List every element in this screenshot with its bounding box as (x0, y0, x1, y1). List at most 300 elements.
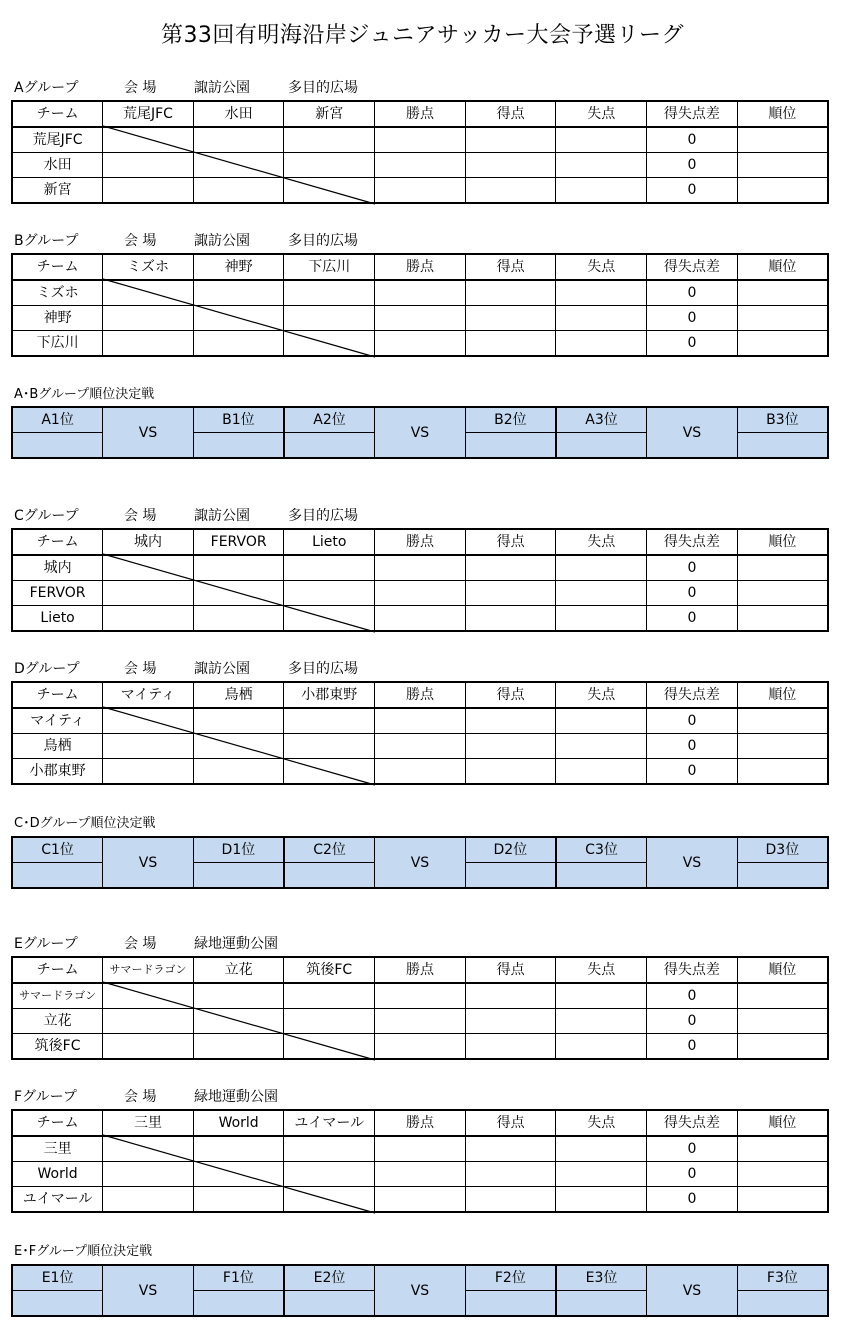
table-row (12, 178, 828, 204)
goals-against-cell (556, 606, 647, 632)
result-cell (284, 708, 375, 734)
team-name: 三里 (12, 1136, 103, 1162)
goals-against-cell (556, 127, 647, 153)
playoff-ab-title: A･Bグループ順位決定戦 (14, 387, 155, 402)
result-cell (103, 734, 194, 759)
rank-header: 順位 (737, 682, 828, 708)
result-cell (103, 1034, 194, 1060)
team-slot (12, 863, 103, 889)
rank-cell (737, 581, 828, 606)
rank-header: 順位 (737, 957, 828, 983)
result-cell (284, 178, 375, 204)
result-cell (284, 606, 375, 632)
group-d-header (14, 659, 358, 679)
table-header-row (12, 529, 828, 555)
goals-against-cell (556, 708, 647, 734)
points-header: 勝点 (375, 682, 466, 708)
team-slot (12, 433, 103, 459)
result-cell (193, 306, 284, 331)
venue-park: 緑地運動公園 (194, 1089, 278, 1105)
result-cell (193, 581, 284, 606)
team-slot (193, 1291, 284, 1317)
venue-label: 会 場 (124, 661, 157, 677)
goal-diff-header: 得失点差 (647, 101, 738, 127)
goals-against-cell (556, 1162, 647, 1187)
table-row (12, 1034, 828, 1060)
group-a-table (11, 100, 829, 204)
seed-label: D2位 (465, 837, 556, 863)
venue-field: 多目的広場 (288, 233, 358, 249)
goals-against-cell (556, 1136, 647, 1162)
team-name: 水田 (12, 153, 103, 178)
seed-label: C1位 (12, 837, 103, 863)
vs-label: VS (103, 407, 194, 458)
team-col: 立花 (193, 957, 284, 983)
goal-diff-cell: 0 (647, 1136, 738, 1162)
playoff-cd-table (11, 836, 829, 889)
result-cell (284, 331, 375, 357)
team-slot (284, 1291, 375, 1317)
goals-for-header: 得点 (465, 957, 556, 983)
goal-diff-cell: 0 (647, 555, 738, 581)
result-cell (284, 734, 375, 759)
seed-label: F3位 (737, 1265, 828, 1291)
table-row (12, 1009, 828, 1034)
playoff-ef-title: E･Fグループ順位決定戦 (14, 1244, 153, 1259)
result-cell (103, 581, 194, 606)
result-cell (103, 331, 194, 357)
points-cell (375, 178, 466, 204)
venue-park: 緑地運動公園 (194, 936, 278, 952)
team-name: 新宮 (12, 178, 103, 204)
team-col: 小郡東野 (284, 682, 375, 708)
goal-diff-cell: 0 (647, 759, 738, 785)
table-row (12, 983, 828, 1009)
table-row (12, 1136, 828, 1162)
venue-park: 諏訪公園 (194, 80, 250, 96)
team-slot (556, 1291, 647, 1317)
group-c-table (11, 528, 829, 632)
goals-against-cell (556, 280, 647, 306)
points-cell (375, 555, 466, 581)
team-col: ユイマール (284, 1110, 375, 1136)
seed-label: D1位 (193, 837, 284, 863)
result-cell (284, 127, 375, 153)
goals-for-cell (465, 127, 556, 153)
vs-label: VS (375, 837, 466, 888)
goals-for-header: 得点 (465, 682, 556, 708)
rank-header: 順位 (737, 529, 828, 555)
group-name: Dグループ (14, 661, 80, 677)
vs-label: VS (103, 1265, 194, 1316)
rank-cell (737, 306, 828, 331)
seed-label: C3位 (556, 837, 647, 863)
group-name: Aグループ (14, 80, 79, 96)
goal-diff-header: 得失点差 (647, 529, 738, 555)
team-slot (12, 1291, 103, 1317)
points-header: 勝点 (375, 1110, 466, 1136)
team-name: 神野 (12, 306, 103, 331)
group-b-header (14, 231, 358, 251)
result-cell (193, 708, 284, 734)
team-col: 荒尾JFC (103, 101, 194, 127)
venue-field: 多目的広場 (288, 80, 358, 96)
table-header-row (12, 101, 828, 127)
points-cell (375, 1136, 466, 1162)
goals-for-cell (465, 178, 556, 204)
goals-for-cell (465, 606, 556, 632)
team-name: 立花 (12, 1009, 103, 1034)
points-cell (375, 606, 466, 632)
goal-diff-cell: 0 (647, 178, 738, 204)
seed-label: B1位 (193, 407, 284, 433)
result-cell (193, 1187, 284, 1213)
playoff-row (12, 1265, 828, 1291)
team-name: 下広川 (12, 331, 103, 357)
points-cell (375, 581, 466, 606)
venue-field: 多目的広場 (288, 661, 358, 677)
playoff-row (12, 837, 828, 863)
result-cell (193, 1162, 284, 1187)
result-cell (103, 153, 194, 178)
team-slot (737, 433, 828, 459)
goals-for-cell (465, 331, 556, 357)
table-header-row (12, 1110, 828, 1136)
table-header-row (12, 957, 828, 983)
goal-diff-header: 得失点差 (647, 957, 738, 983)
table-row (12, 734, 828, 759)
result-cell (103, 1136, 194, 1162)
team-slot (556, 863, 647, 889)
venue-label: 会 場 (124, 1089, 157, 1105)
table-row (12, 127, 828, 153)
team-col: World (193, 1110, 284, 1136)
result-cell (103, 127, 194, 153)
goals-against-cell (556, 983, 647, 1009)
result-cell (193, 127, 284, 153)
table-row (12, 708, 828, 734)
venue-park: 諏訪公園 (194, 661, 250, 677)
group-name: Cグループ (14, 508, 79, 524)
team-slot (556, 433, 647, 459)
goals-against-header: 失点 (556, 529, 647, 555)
seed-label: D3位 (737, 837, 828, 863)
goal-diff-cell: 0 (647, 153, 738, 178)
team-col: 新宮 (284, 101, 375, 127)
venue-park: 諏訪公園 (194, 508, 250, 524)
goals-for-cell (465, 1034, 556, 1060)
team-col: FERVOR (193, 529, 284, 555)
team-col: ミズホ (103, 254, 194, 280)
result-cell (193, 1034, 284, 1060)
result-cell (284, 555, 375, 581)
vs-label: VS (375, 407, 466, 458)
points-cell (375, 1034, 466, 1060)
group-e-header (14, 934, 288, 954)
table-row (12, 1187, 828, 1213)
rank-header: 順位 (737, 254, 828, 280)
goals-for-cell (465, 306, 556, 331)
venue-label: 会 場 (124, 936, 157, 952)
seed-label: C2位 (284, 837, 375, 863)
points-cell (375, 1187, 466, 1213)
seed-label: E2位 (284, 1265, 375, 1291)
goals-for-header: 得点 (465, 529, 556, 555)
result-cell (103, 178, 194, 204)
goal-diff-cell: 0 (647, 1034, 738, 1060)
result-cell (284, 153, 375, 178)
rank-cell (737, 1009, 828, 1034)
goal-diff-cell: 0 (647, 306, 738, 331)
goal-diff-header: 得失点差 (647, 254, 738, 280)
rank-cell (737, 1136, 828, 1162)
team-name: World (12, 1162, 103, 1187)
table-row (12, 759, 828, 785)
goals-against-header: 失点 (556, 101, 647, 127)
result-cell (284, 983, 375, 1009)
vs-label: VS (375, 1265, 466, 1316)
goal-diff-cell: 0 (647, 708, 738, 734)
goals-for-header: 得点 (465, 254, 556, 280)
result-cell (284, 1162, 375, 1187)
vs-label: VS (647, 837, 738, 888)
points-header: 勝点 (375, 529, 466, 555)
rank-cell (737, 759, 828, 785)
points-cell (375, 708, 466, 734)
team-name: ユイマール (12, 1187, 103, 1213)
result-cell (284, 306, 375, 331)
goals-against-cell (556, 1009, 647, 1034)
venue-park: 諏訪公園 (194, 233, 250, 249)
team-slot (193, 433, 284, 459)
rank-cell (737, 127, 828, 153)
points-header: 勝点 (375, 957, 466, 983)
result-cell (193, 734, 284, 759)
result-cell (284, 1009, 375, 1034)
team-col-header: チーム (12, 254, 103, 280)
team-col: 神野 (193, 254, 284, 280)
rank-cell (737, 734, 828, 759)
team-slot (284, 433, 375, 459)
venue-label: 会 場 (124, 233, 157, 249)
seed-label: A2位 (284, 407, 375, 433)
venue-label: 会 場 (124, 508, 157, 524)
goals-against-cell (556, 331, 647, 357)
seed-label: F1位 (193, 1265, 284, 1291)
points-cell (375, 331, 466, 357)
team-slot (465, 433, 556, 459)
goals-against-cell (556, 734, 647, 759)
rank-header: 順位 (737, 1110, 828, 1136)
team-col: 三里 (103, 1110, 194, 1136)
result-cell (103, 555, 194, 581)
group-b-table (11, 253, 829, 357)
goals-against-cell (556, 153, 647, 178)
playoff-cd-title: C･Dグループ順位決定戦 (14, 816, 156, 831)
points-header: 勝点 (375, 254, 466, 280)
group-f-header (14, 1087, 288, 1107)
result-cell (103, 1009, 194, 1034)
venue-field: 多目的広場 (288, 508, 358, 524)
seed-label: E3位 (556, 1265, 647, 1291)
playoff-row (12, 407, 828, 433)
table-row (12, 331, 828, 357)
seed-label: E1位 (12, 1265, 103, 1291)
goal-diff-cell: 0 (647, 1009, 738, 1034)
result-cell (193, 606, 284, 632)
result-cell (193, 759, 284, 785)
group-d-table (11, 681, 829, 785)
vs-label: VS (103, 837, 194, 888)
rank-cell (737, 280, 828, 306)
team-name: マイティ (12, 708, 103, 734)
team-name: Lieto (12, 606, 103, 632)
points-cell (375, 983, 466, 1009)
result-cell (284, 759, 375, 785)
team-col-header: チーム (12, 1110, 103, 1136)
result-cell (284, 1136, 375, 1162)
goals-for-cell (465, 280, 556, 306)
points-cell (375, 280, 466, 306)
team-name: 城内 (12, 555, 103, 581)
rank-cell (737, 178, 828, 204)
goal-diff-header: 得失点差 (647, 1110, 738, 1136)
team-slot (465, 1291, 556, 1317)
goal-diff-cell: 0 (647, 734, 738, 759)
goals-against-cell (556, 306, 647, 331)
team-col-header: チーム (12, 682, 103, 708)
goals-for-cell (465, 1009, 556, 1034)
goal-diff-cell: 0 (647, 581, 738, 606)
goals-for-cell (465, 1136, 556, 1162)
group-c-header (14, 506, 358, 526)
vs-label: VS (647, 1265, 738, 1316)
goal-diff-cell: 0 (647, 280, 738, 306)
seed-label: B2位 (465, 407, 556, 433)
result-cell (103, 606, 194, 632)
goals-for-cell (465, 555, 556, 581)
result-cell (193, 331, 284, 357)
rank-cell (737, 555, 828, 581)
result-cell (103, 708, 194, 734)
rank-cell (737, 153, 828, 178)
goal-diff-header: 得失点差 (647, 682, 738, 708)
result-cell (103, 306, 194, 331)
result-cell (193, 983, 284, 1009)
venue-label: 会 場 (124, 80, 157, 96)
rank-cell (737, 708, 828, 734)
playoff-ab-table (11, 406, 829, 459)
points-cell (375, 127, 466, 153)
result-cell (193, 280, 284, 306)
vs-label: VS (647, 407, 738, 458)
result-cell (193, 153, 284, 178)
rank-cell (737, 331, 828, 357)
goals-for-cell (465, 983, 556, 1009)
team-name: 荒尾JFC (12, 127, 103, 153)
seed-label: B3位 (737, 407, 828, 433)
goals-for-header: 得点 (465, 101, 556, 127)
goals-for-cell (465, 759, 556, 785)
page-title: 第33回有明海沿岸ジュニアサッカー大会予選リーグ (160, 23, 685, 48)
points-cell (375, 1009, 466, 1034)
table-row (12, 153, 828, 178)
team-name: FERVOR (12, 581, 103, 606)
result-cell (103, 1162, 194, 1187)
team-slot (193, 863, 284, 889)
team-col: マイティ (103, 682, 194, 708)
result-cell (193, 1136, 284, 1162)
goal-diff-cell: 0 (647, 1162, 738, 1187)
goals-for-header: 得点 (465, 1110, 556, 1136)
goals-against-cell (556, 1034, 647, 1060)
goals-against-header: 失点 (556, 254, 647, 280)
team-slot (737, 1291, 828, 1317)
team-name: サマードラゴン (12, 983, 103, 1009)
seed-label: F2位 (465, 1265, 556, 1291)
result-cell (284, 280, 375, 306)
goals-for-cell (465, 1162, 556, 1187)
points-cell (375, 734, 466, 759)
goals-against-header: 失点 (556, 682, 647, 708)
goal-diff-cell: 0 (647, 331, 738, 357)
team-name: 筑後FC (12, 1034, 103, 1060)
result-cell (103, 759, 194, 785)
rank-cell (737, 1034, 828, 1060)
table-row (12, 606, 828, 632)
group-name: Fグループ (14, 1089, 77, 1105)
table-header-row (12, 682, 828, 708)
team-slot (284, 863, 375, 889)
points-cell (375, 1162, 466, 1187)
table-row (12, 555, 828, 581)
table-row (12, 581, 828, 606)
goals-for-cell (465, 734, 556, 759)
group-name: Bグループ (14, 233, 79, 249)
seed-label: A1位 (12, 407, 103, 433)
goals-against-cell (556, 178, 647, 204)
goal-diff-cell: 0 (647, 983, 738, 1009)
team-col: サマードラゴン (103, 957, 194, 983)
team-slot (737, 863, 828, 889)
result-cell (284, 1034, 375, 1060)
team-col-header: チーム (12, 957, 103, 983)
goal-diff-cell: 0 (647, 606, 738, 632)
group-name: Eグループ (14, 936, 78, 952)
goals-for-cell (465, 708, 556, 734)
table-header-row (12, 254, 828, 280)
group-f-table (11, 1109, 829, 1213)
table-row (12, 280, 828, 306)
team-col: Lieto (284, 529, 375, 555)
rank-cell (737, 983, 828, 1009)
result-cell (193, 178, 284, 204)
rank-header: 順位 (737, 101, 828, 127)
team-slot (465, 863, 556, 889)
goals-for-cell (465, 1187, 556, 1213)
team-name: 小郡東野 (12, 759, 103, 785)
goals-for-cell (465, 581, 556, 606)
team-col: 城内 (103, 529, 194, 555)
team-name: 鳥栖 (12, 734, 103, 759)
table-row (12, 1162, 828, 1187)
group-e-table (11, 956, 829, 1060)
result-cell (103, 983, 194, 1009)
group-a-header (14, 78, 358, 98)
rank-cell (737, 1162, 828, 1187)
team-col: 鳥栖 (193, 682, 284, 708)
result-cell (193, 1009, 284, 1034)
